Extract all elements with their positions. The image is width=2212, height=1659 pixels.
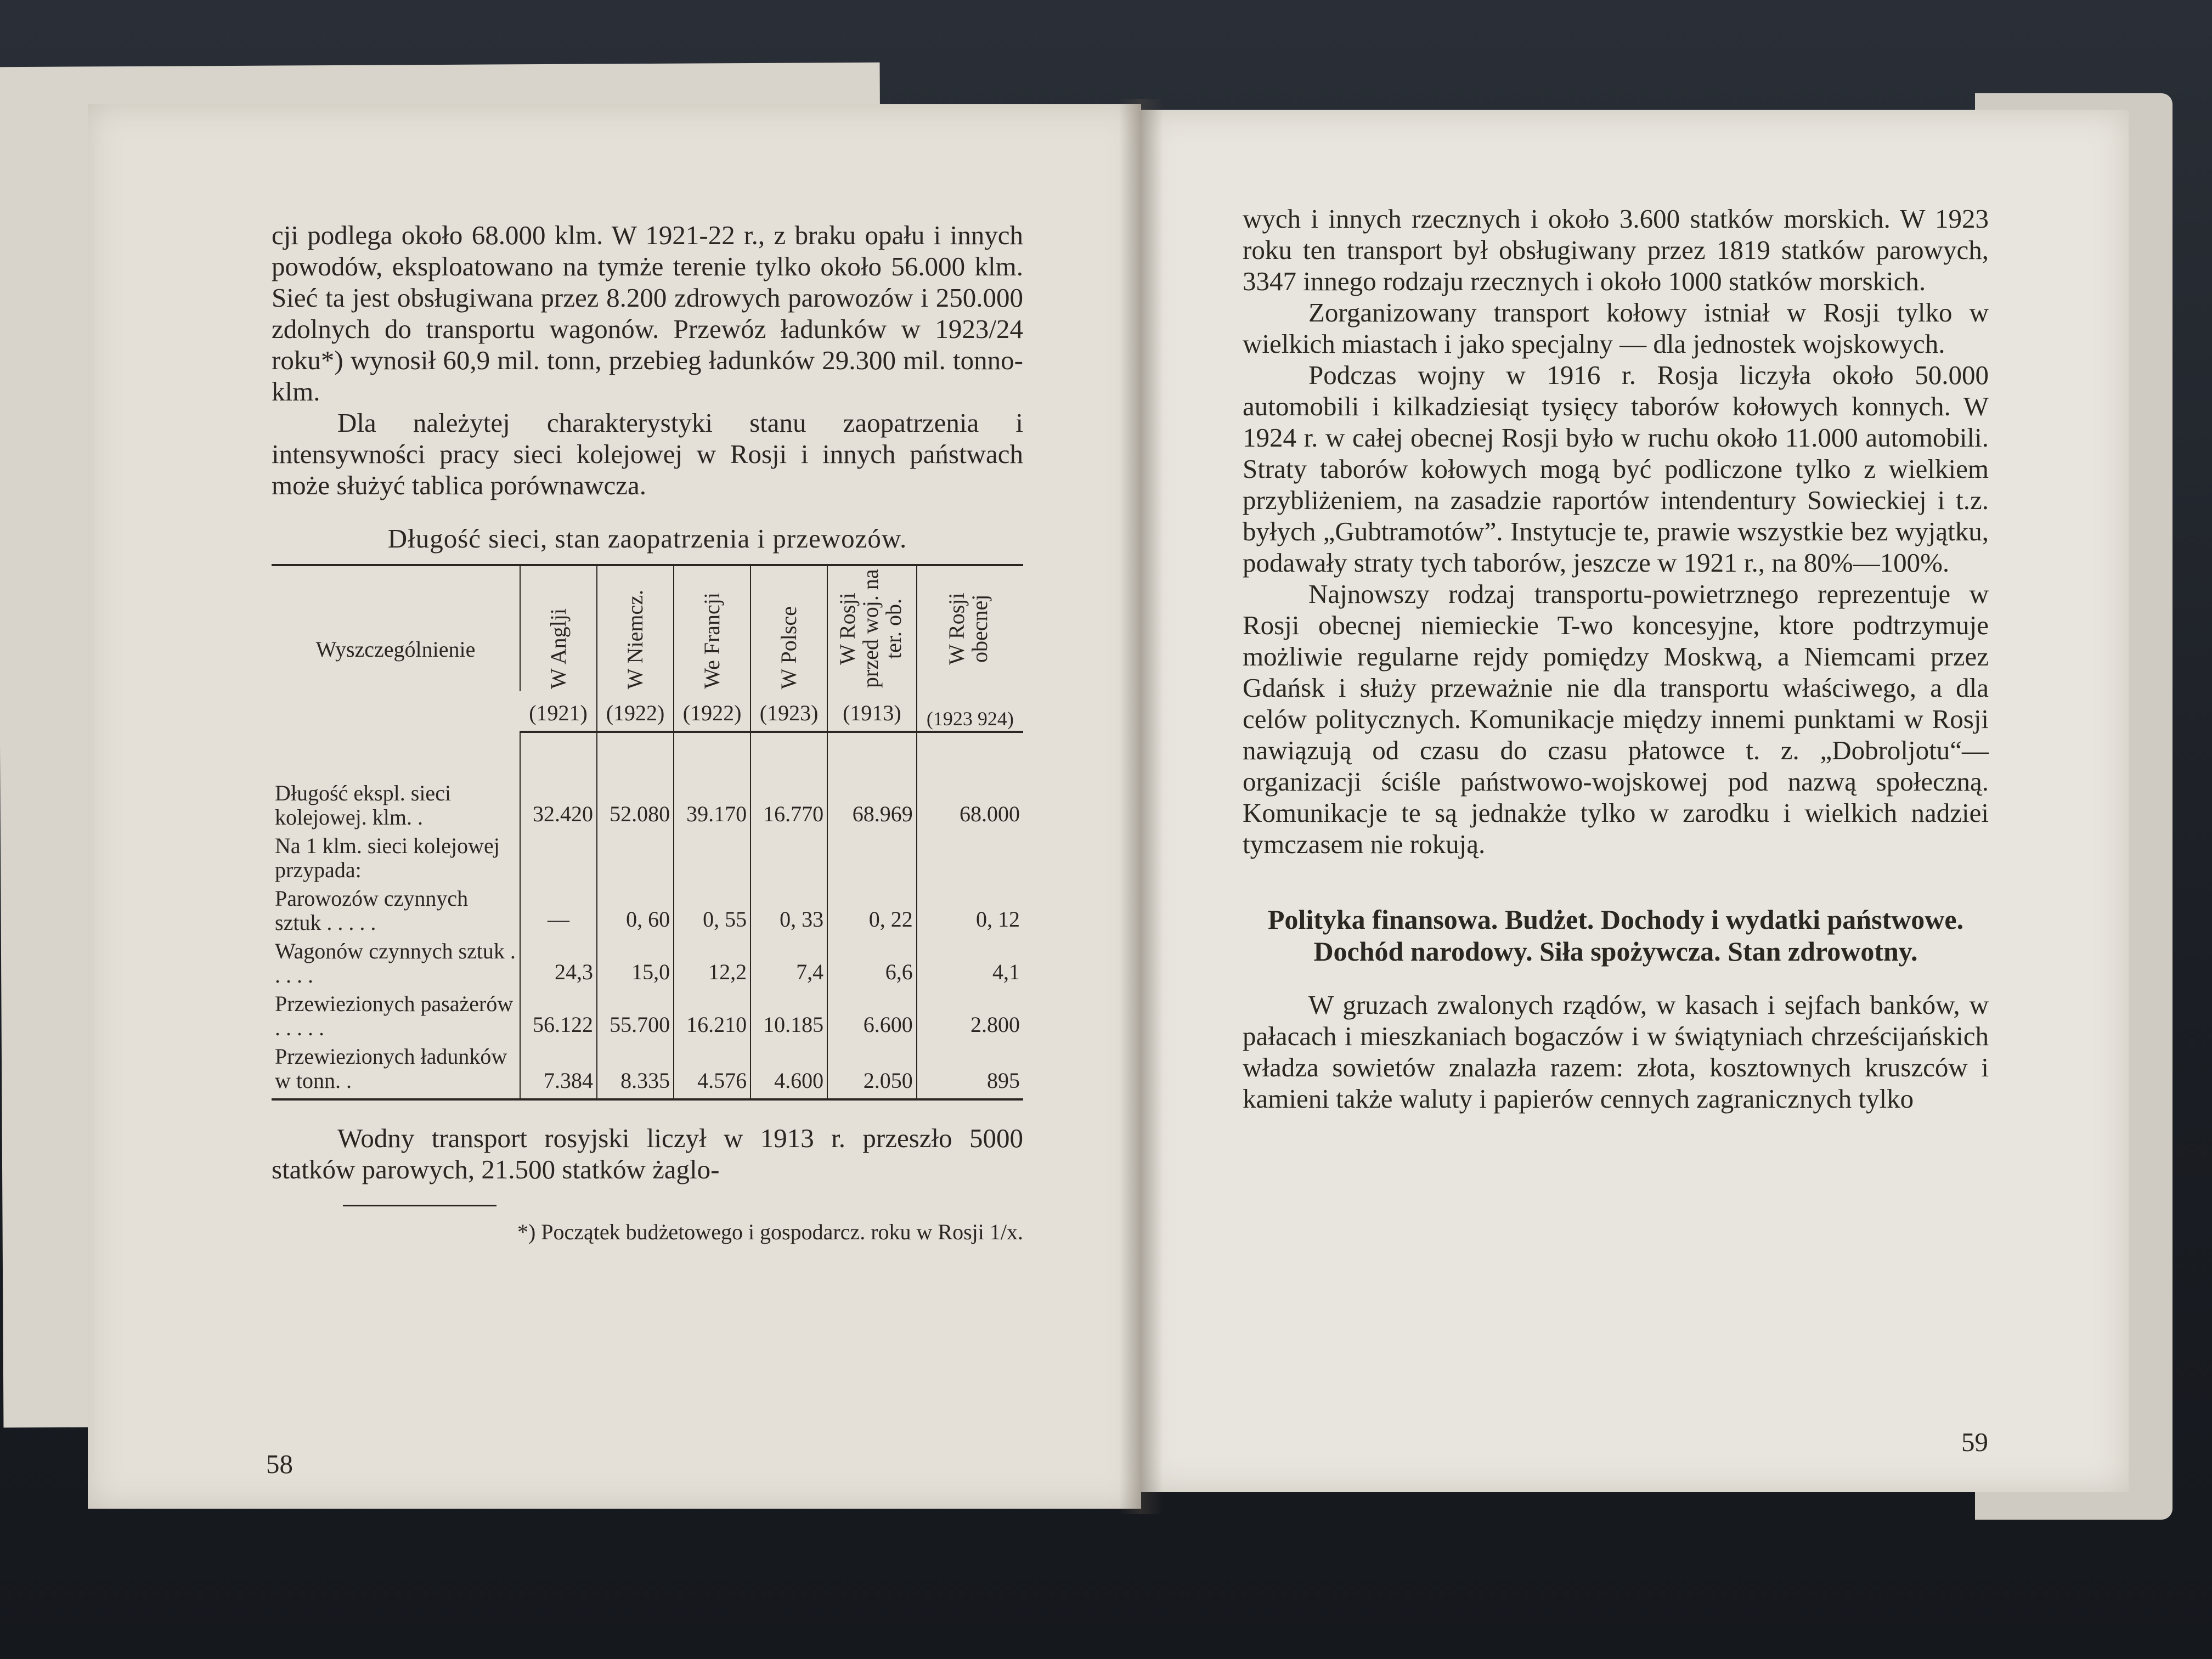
stub-header: Wyszczególnienie: [315, 636, 476, 662]
footnote: *) Początek budżetowego i gospodarcz. roku w Rosji 1/x.: [517, 1220, 1023, 1244]
table-row: Wagonów czynnych sztuk . . . . . 24,3 15,0 12,2 7,4 6,6 4,1: [272, 937, 1023, 990]
page-number-left: 58: [266, 1449, 293, 1479]
column-header: W Rosji obecnej: [917, 565, 1023, 691]
column-header: W Polsce: [751, 565, 827, 691]
column-year: (1922): [597, 691, 674, 732]
table-row: Na 1 klm. sieci kolejowej przypada:: [272, 832, 1023, 884]
paragraph: Najnowszy rodzaj transportu-powietrznego reprezentuje w Rosji obecnej niemieckie T-wo koncesyjne, ktore podtrzymuje możliwie regularne rejdy pomiędzy Moskwą, a Niemcami przez Gdańsk i służy przeważnie nie dla transportu właściwego, a dla celów politycznych. Komunikacje między innemi punktami w Rosji nawiązują od czasu do czasu płatowce t. z. „Dobroljotu“—organizacji ściśle państwowo-wojskowej pod nazwą społeczną. Komunikacje te są jednakże tylko w zarodku i wielkich nadziei tymczasem nie rokują.: [1243, 579, 1989, 859]
paragraph: W gruzach zwalonych rządów, w kasach i sejfach banków, w pałacach i mieszkaniach bogaczów i w świątyniach chrześcijańskich władza sowietów znalazła razem: złota, kosztownych kruszców i kamieni także waluty i papierów cennych zagranicznych tylko: [1243, 990, 1989, 1114]
footnote-divider: [343, 1205, 496, 1206]
column-year: (1923): [751, 691, 827, 732]
section-heading: Polityka finansowa. Budżet. Dochody i wydatki państwowe. Dochód narodowy. Siła spożywcza. Stan zdrowotny.: [1267, 904, 1964, 967]
column-year: (1923 924): [917, 691, 1023, 732]
table-row: Parowozów czynnych sztuk . . . . . — 0, 60 0, 55 0, 33 0, 22 0, 12: [272, 884, 1023, 937]
column-year: (1913): [827, 691, 917, 732]
column-header: W Rosji przed woj. na ter. ob.: [827, 565, 917, 691]
paragraph: Dla należytej charakterystyki stanu zaopatrzenia i intensywności pracy sieci kolejowej w Rosji i innych państwach może służyć tablica porównawcza.: [272, 408, 1023, 500]
paragraph: wych i innych rzecznych i około 3.600 statków morskich. W 1923 roku ten transport był obsługiwany przez 1819 statków parowych, 3347 innego rodzaju rzecznych i około 1000 statków morskich.: [1243, 204, 1989, 296]
column-header: W Anglji: [520, 565, 597, 691]
column-header: W Niemcz.: [597, 565, 674, 691]
book-spine-shadow: [1119, 99, 1163, 1514]
paragraph: Wodny transport rosyjski liczył w 1913 r. przeszło 5000 statków parowych, 21.500 statków żaglo-: [272, 1123, 1023, 1184]
table-row: Przewiezionych pasażerów . . . . . 56.122 55.700 16.210 10.185 6.600 2.800: [272, 990, 1023, 1042]
column-header: We Francji: [674, 565, 751, 691]
right-page-text: [1243, 203, 1989, 1114]
page-number-right: 59: [1961, 1427, 1988, 1457]
comparison-table: [272, 564, 1023, 1101]
table-row: Długość ekspl. sieci kolejowej. klm. . 32.420 52.080 39.170 16.770 68.969 68.000: [272, 732, 1023, 832]
table-title: Długość sieci, stan zaopatrzenia i przewozów.: [387, 523, 907, 554]
left-page-text: [272, 219, 1023, 1248]
paragraph: cji podlega około 68.000 klm. W 1921-22 r., z braku opału i innych powodów, eksploatowano na tymże terenie tylko około 56.000 klm. Sieć ta jest obsługiwana przez 8.200 zdrowych parowozów i 250.000 zdolnych do transportu wagonów. Przewóz ładunków w 1923/24 roku*) wynosił 60,9 mil. tonn, przebieg ładunków 29.300 mil. tonno-klm.: [272, 220, 1023, 407]
table-row: Przewiezionych ładunków w tonn. . 7.384 8.335 4.576 4.600 2.050 895: [272, 1042, 1023, 1099]
column-year: (1922): [674, 691, 751, 732]
paragraph: Zorganizowany transport kołowy istniał w Rosji tylko w wielkich miastach i jako specjalny — dla jednostek wojskowych.: [1243, 297, 1989, 359]
paragraph: Podczas wojny w 1916 r. Rosja liczyła około 50.000 automobili i kilkadziesiąt tysięcy taborów kołowych konnych. W 1924 r. w całej obecnej Rosji było w ruchu około 11.000 automobili. Straty taborów kołowych mogą być podliczone tylko z wielkiem przybliżeniem, na zasadzie raportów intendentury Sowieckiej i t.z. byłych „Gubtramotów”. Instytucje te, prawie wszystkie bez wyjątku, podawały straty tych taborów, jeszcze w 1921 r., na 80%—100%.: [1243, 360, 1989, 578]
column-year: (1921): [520, 691, 597, 732]
